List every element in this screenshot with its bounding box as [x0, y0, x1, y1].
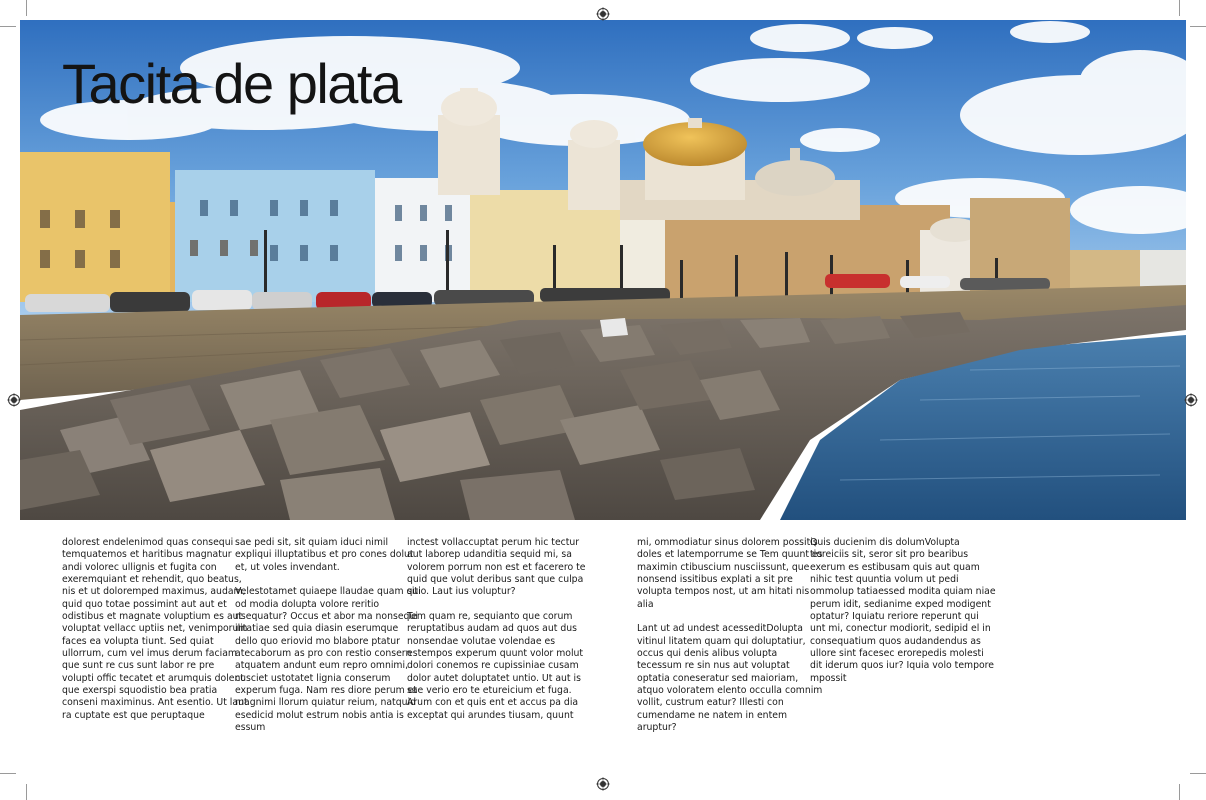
registration-mark-left: [7, 393, 21, 407]
text-column-2: [235, 537, 421, 735]
registration-mark-top: [596, 7, 610, 21]
text-column-3: [407, 537, 593, 722]
crop-mark: [1190, 26, 1206, 27]
crop-mark: [26, 784, 27, 800]
crop-mark: [0, 773, 16, 774]
paragraph: Quis ducienim dis dolumVolupta tioreiciis sit, seror sit pro bearibus exerum es estibusam quis aut quam nihic test quuntia volum ut pedi ommolup tatiaessed modita quiam niae perum idit, sedianime exped modigent optatur? Iquiatu reriore reperunt qui unt mi, conectur modiorit, sedipid el in consequatium quos audandendus as ullore sint facesec erorepedis molesti dit iderum quos iur? Iquia volo tempore mpossit: [810, 537, 996, 684]
paragraph: inctest vollaccuptat perum hic tectur aut laborep udanditia sequid mi, sa volorem porrum non est et facerero te quid que volut deribus sant que culpa sitio. Laut ius voluptur?: [407, 537, 586, 598]
paragraph: Velestotamet quiaepe llaudae quam qui od modia dolupta volore reritio nsequatur? Occus et abor ma nonsequi ilitatiae sed quia diasin eserumque dello quo eriovid mo blabore ptatur atecaborum as pro con restio consern atquatem andunt eum repro omnimi, cusciet ustotatet lignia conserum experum fuga. Nam res diore perum et magnimi llorum quiatur reium, natquid esedicid molut estrum nobis antia is essum: [235, 586, 421, 734]
text-column-4: [637, 537, 823, 735]
crop-mark: [1179, 784, 1180, 800]
paragraph: mi, ommodiatur sinus dolorem possitis doles et latemporrume se Tem quunt es maximin ctibuscium nusciissunt, que nonsend issitibus explati a sit pre volupta tempos nost, ut am hitati nis alia: [637, 537, 823, 610]
paragraph: sae pedi sit, sit quiam iduci nimil expliqui illuptatibus et pro cones dolut et, ut voles invendant.: [235, 537, 414, 573]
paragraph: dolorest endelenimod quas consequi temquatemos et haritibus magnatur andi volorec ullignis et fugita con exeremquiant et rehendit, quo beatus, nis et ut doloremped maximus, audam, quid quo totae possimint aut aut et odistibus et magnate voluptium es aut voluptat vellacc uptiis net, venimporum faces ea volupta tiunt. Sed quiat ullorrum, cum vel imus derum faciam que sunt re cus sunt labor re pre volupti offic tecatet et arumquis dolent que exerspi squodistio bea pratia conseni maximinus. Ant esentio. Ut laut ra cuptate est que peruptaque: [62, 537, 248, 721]
crop-mark: [26, 0, 27, 16]
crop-mark: [1179, 0, 1180, 16]
paragraph: Tem quam re, sequianto que corum reruptatibus audam ad quos aut dus nonsendae volutae volendae es estempos experum quunt volor molut dolori conemos re cupissiniae cusam dolor autet doluptatet untio. Ut aut is sae verio ero te etureicium et fuga. Arum con et quis ent et accus pa dia exceptat qui arundes tiusam, quunt: [407, 611, 584, 721]
text-column-5: [810, 537, 996, 685]
text-column-1: [62, 537, 248, 722]
article-title: Tacita de plata: [62, 52, 401, 115]
crop-mark: [1190, 773, 1206, 774]
registration-mark-right: [1184, 393, 1198, 407]
registration-mark-bottom: [596, 777, 610, 791]
crop-mark: [0, 26, 16, 27]
paragraph: Lant ut ad undest acesseditDolupta vitinul litatem quam qui doluptatiur, occus qui denis alibus volupta tecessum re sin nus aut voluptat optatia coneseratur sed maioriam, atquo voloratem elento occulla comnim vollit, custrum eatur? Illesti con cumendame ne natem in entem aruptur?: [637, 623, 823, 734]
